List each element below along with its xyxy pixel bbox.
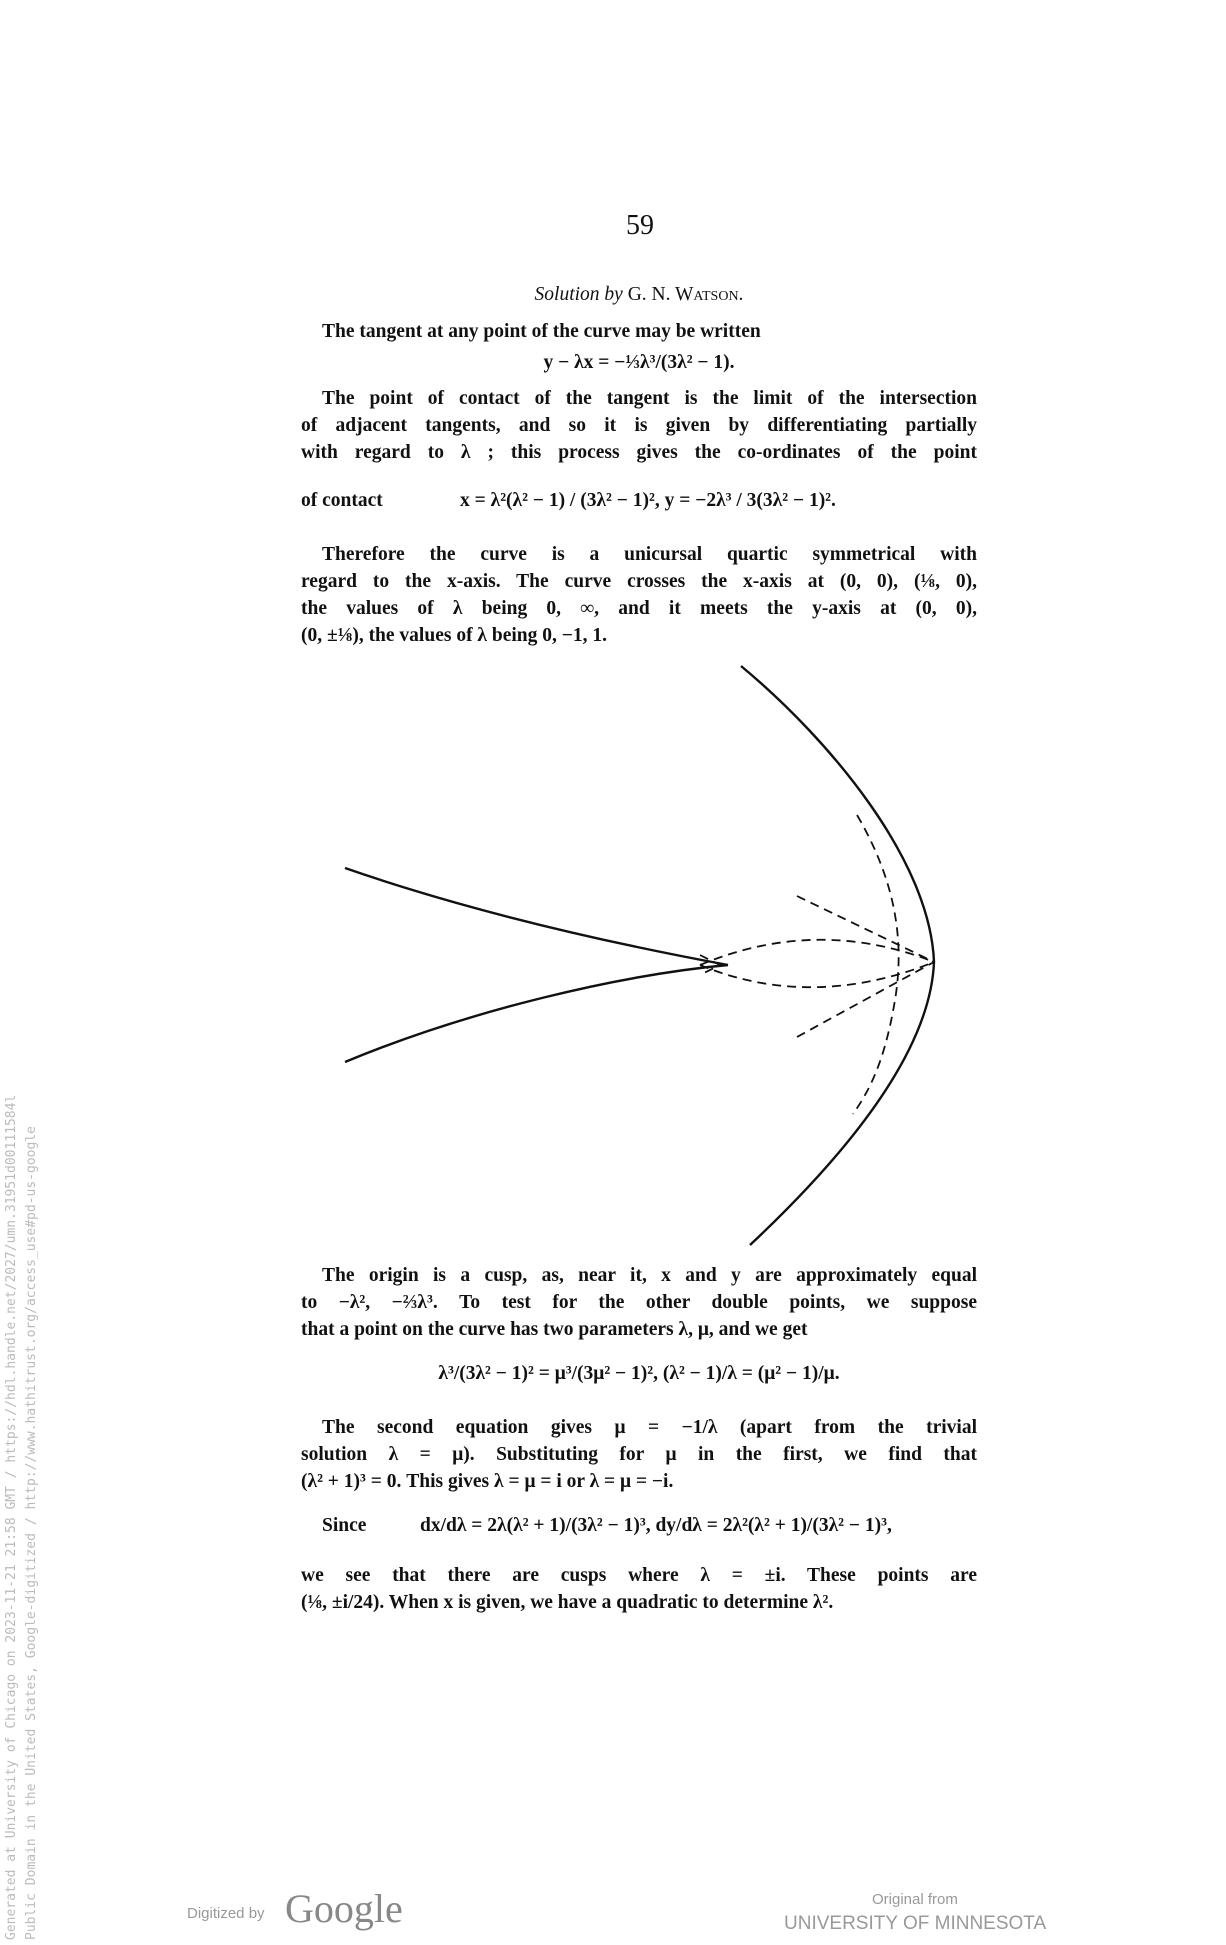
text-line: that a point on the curve has two parameters λ, μ, and we get <box>301 1319 808 1340</box>
text-line: The point of contact of the tangent is the limit of the intersection <box>322 388 977 409</box>
text-line: (λ² + 1)³ = 0. This gives λ = μ = i or λ = μ = −i. <box>301 1471 674 1492</box>
text-line: to −λ², −⅔λ³. To test for the other double points, we suppose <box>301 1292 977 1313</box>
watermark-line: Generated at University of Chicago on 2023-11-21 21:58 GMT / https://hdl.handle.net/2027/umn.31951d00111584l <box>4 1094 19 1940</box>
text-line: (⅛, ±i/24). When x is given, we have a quadratic to determine λ². <box>301 1592 834 1613</box>
text-line: Therefore the curve is a unicursal quartic symmetrical with <box>322 544 977 565</box>
page-number: 59 <box>626 210 654 241</box>
outer-branch <box>741 666 934 1245</box>
text-line: Since <box>322 1515 367 1536</box>
equation: x = λ²(λ² − 1) / (3λ² − 1)², y = −2λ³ / 3(3λ² − 1)². <box>460 490 836 511</box>
lower-branch <box>345 965 728 1062</box>
dashed-tangent-lower <box>797 962 934 1037</box>
text-line: The tangent at any point of the curve may be written <box>322 321 761 342</box>
heading-prefix: Solution by <box>534 284 623 305</box>
text-line: (0, ±⅛), the values of λ being 0, −1, 1. <box>301 625 608 646</box>
text-line: the values of λ being 0, ∞, and it meets the y-axis at (0, 0), <box>301 598 977 619</box>
dashed-cusp-branch <box>853 815 899 1114</box>
text-line: solution λ = μ). Substituting for μ in the first, we find that <box>301 1444 977 1465</box>
text-line: with regard to λ ; this process gives the co-ordinates of the point <box>301 442 977 463</box>
heading-author: G. N. Watson. <box>627 284 744 305</box>
google-logo: Google <box>285 1886 403 1931</box>
equation: λ³/(3λ² − 1)² = μ³/(3μ² − 1)², (λ² − 1)/λ = (μ² − 1)/μ. <box>438 1363 840 1384</box>
equation: y − λx = −⅓λ³/(3λ² − 1). <box>543 352 735 373</box>
upper-branch <box>345 868 728 965</box>
watermark-line: Public Domain in the United States, Google-digitized / http://www.hathitrust.org/access_use#pd-us-google <box>24 1126 39 1940</box>
digitized-label: Digitized by <box>187 1905 265 1922</box>
source-library: UNIVERSITY OF MINNESOTA <box>784 1913 1047 1934</box>
text-line: The second equation gives μ = −1/λ (apart from the trivial <box>322 1417 977 1438</box>
text-line: regard to the x-axis. The curve crosses the x-axis at (0, 0), (⅛, 0), <box>301 571 977 592</box>
text-line: we see that there are cusps where λ = ±i. These points are <box>301 1565 977 1586</box>
dashed-tangent-upper <box>797 896 934 962</box>
equation: dx/dλ = 2λ(λ² + 1)/(3λ² − 1)³, dy/dλ = 2λ²(λ² + 1)/(3λ² − 1)³, <box>420 1515 892 1536</box>
text-line: of contact <box>301 490 383 511</box>
text-line: of adjacent tangents, and so it is given by differentiating partially <box>301 415 977 436</box>
text-line: The origin is a cusp, as, near it, x and y are approximately equal <box>322 1265 977 1286</box>
original-from-label: Original from <box>872 1891 958 1908</box>
